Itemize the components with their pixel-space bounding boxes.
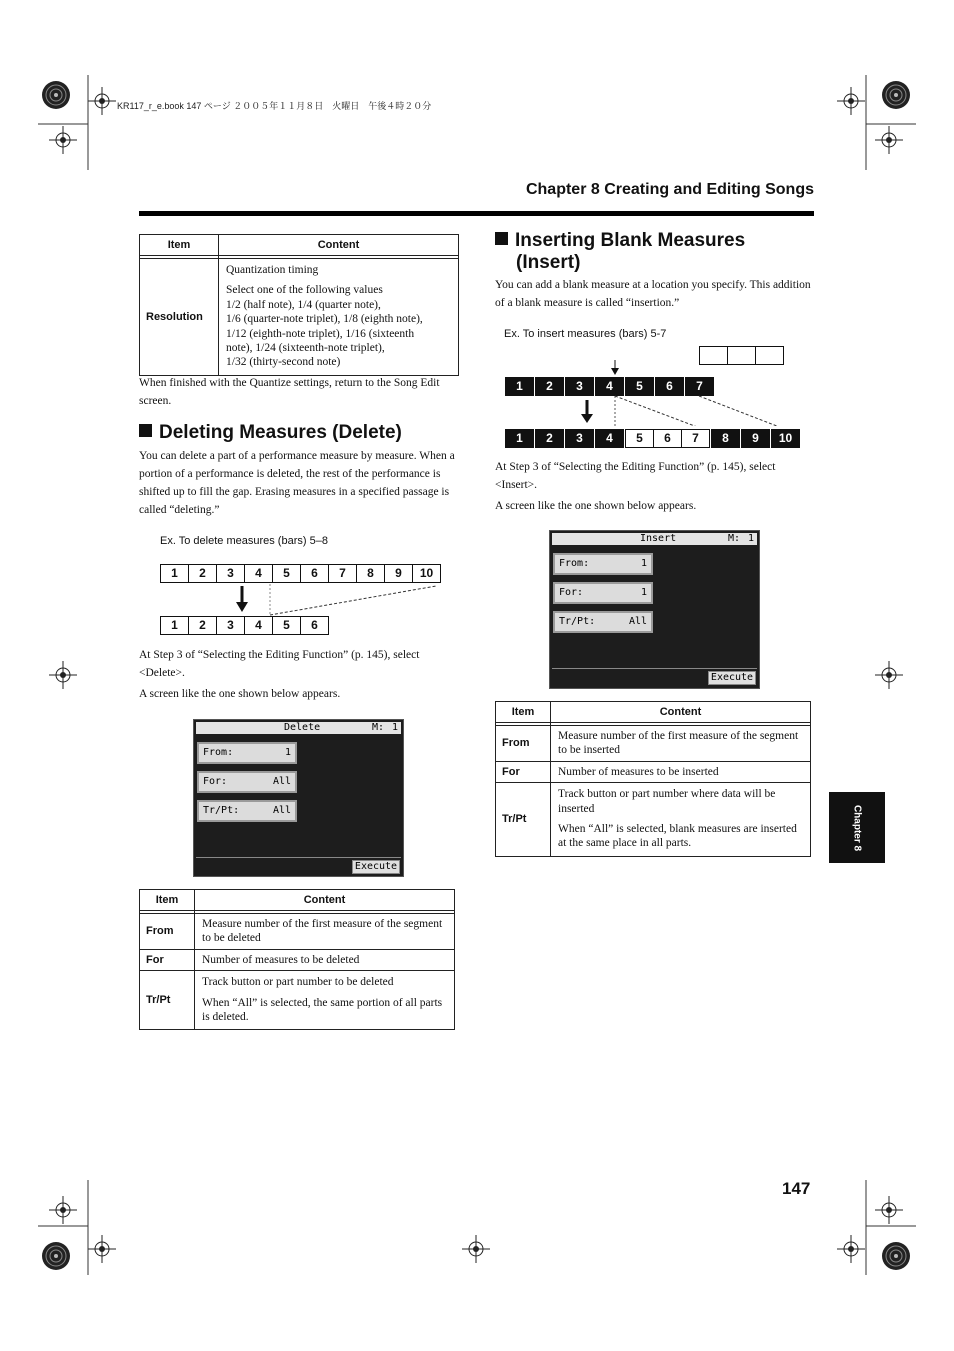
table-header-content: Content <box>195 890 455 911</box>
bar-cell: 10 <box>412 564 441 583</box>
table-header-item: Item <box>496 702 551 723</box>
screen-measure-value: 1 <box>748 533 755 544</box>
bar-cell: 7 <box>685 377 714 396</box>
table-header-item: Item <box>140 890 195 911</box>
delete-bars-bottom <box>160 616 329 635</box>
bar-cell: 5 <box>625 377 654 396</box>
screen-measure-label: M: <box>728 533 741 544</box>
insert-table <box>495 701 811 857</box>
table-row <box>140 949 455 970</box>
content-line: 1/32 (thirty-second note) <box>226 356 341 369</box>
bar-cell: 6 <box>300 564 329 583</box>
page-number: 147 <box>782 1179 811 1198</box>
item-cell: For <box>140 949 195 970</box>
content-cell: Measure number of the first measure of the segment to be inserted <box>551 726 811 762</box>
insert-example-caption: Ex. To insert measures (bars) 5-7 <box>504 328 667 340</box>
bar-cell: 6 <box>300 616 329 635</box>
bar-cell: 6 <box>655 377 684 396</box>
delete-table <box>139 889 455 1030</box>
from-field[interactable] <box>197 742 297 764</box>
table-row <box>496 726 811 762</box>
delete-screen <box>193 719 404 877</box>
content-line: 1/2 (half note), 1/4 (quarter note), <box>226 298 381 311</box>
item-cell: Resolution <box>140 259 219 376</box>
bar-cell: 1 <box>505 429 534 448</box>
bar-cell: 4 <box>595 377 624 396</box>
item-cell: Tr/Pt <box>140 971 195 1030</box>
resolution-table <box>139 234 459 376</box>
bar-cell: 7 <box>328 564 357 583</box>
bar-cell: 2 <box>188 564 217 583</box>
delete-example-caption: Ex. To delete measures (bars) 5–8 <box>160 535 328 547</box>
field-label: For: <box>559 587 584 598</box>
table-row <box>140 971 455 1030</box>
screen-divider <box>196 857 401 858</box>
bar-cell: 6 <box>653 429 682 448</box>
chapter-side-tab <box>829 792 885 863</box>
field-value: All <box>272 805 291 816</box>
bar-cell: 8 <box>711 429 740 448</box>
content-cell: Measure number of the first measure of the segment to be deleted <box>195 914 455 950</box>
content-line: When “All” is selected, the same portion of all parts is deleted. <box>202 996 443 1023</box>
insert-screen <box>549 530 760 689</box>
bar-cell: 5 <box>272 616 301 635</box>
execute-button[interactable]: Execute <box>708 671 756 685</box>
file-info: KR117_r_e.book 147 ページ ２００５年１１月８日 火曜日 午後４時２０分 <box>117 101 432 111</box>
content-cell <box>219 259 459 376</box>
table-header-item: Item <box>140 235 219 256</box>
execute-button[interactable]: Execute <box>352 860 400 874</box>
insert-section-title <box>495 230 815 274</box>
content-line: Quantization timing <box>226 264 319 276</box>
content-cell <box>195 971 455 1030</box>
bar-cell: 3 <box>216 564 245 583</box>
insert-diagram-arrows <box>505 360 805 426</box>
trpt-field[interactable] <box>553 611 653 633</box>
insert-intro: You can add a blank measure at a location you specify. This addition of a blank measure is called “insertion.” <box>495 279 811 309</box>
delete-screen-text: A screen like the one shown below appears. <box>139 688 341 700</box>
bar-cell: 7 <box>681 429 710 448</box>
screen-title: Delete <box>284 722 321 733</box>
item-cell: From <box>140 914 195 950</box>
content-cell: Number of measures to be inserted <box>551 761 811 782</box>
bar-cell: 5 <box>625 429 654 448</box>
field-value: All <box>628 616 647 627</box>
delete-section-title <box>139 422 469 444</box>
table-row <box>496 761 811 782</box>
delete-intro: You can delete a part of a performance measure by measure. When a portion of a performance is deleted, the rest of the performance is shifted up to fill the gap. Erasing measures in a specified passage is called “deleting.” <box>139 450 455 516</box>
bar-cell: 2 <box>535 377 564 396</box>
square-bullet-icon <box>495 232 508 245</box>
header-rule <box>139 211 814 216</box>
field-label: Tr/Pt: <box>559 616 596 627</box>
bar-cell: 3 <box>565 429 594 448</box>
field-label: Tr/Pt: <box>203 805 240 816</box>
screen-divider <box>552 668 757 669</box>
insert-title-line2: (Insert) <box>516 252 581 273</box>
bar-cell: 1 <box>160 616 189 635</box>
bar-cell: 3 <box>216 616 245 635</box>
table-row <box>140 259 459 376</box>
content-cell: Number of measures to be deleted <box>195 949 455 970</box>
insert-bars-bottom <box>505 429 800 448</box>
delete-step-text: At Step 3 of “Selecting the Editing Function” (p. 145), select <Delete>. <box>139 649 420 679</box>
bar-cell: 1 <box>505 377 534 396</box>
after-quantize-text: When finished with the Quantize settings, return to the Song Edit screen. <box>139 377 440 407</box>
item-cell: For <box>496 761 551 782</box>
insert-step-text: At Step 3 of “Selecting the Editing Function” (p. 145), select <Insert>. <box>495 461 776 491</box>
screen-title: Insert <box>640 533 677 544</box>
square-bullet-icon <box>139 424 152 437</box>
bar-cell: 5 <box>272 564 301 583</box>
delete-bars-top <box>160 564 441 583</box>
item-cell: From <box>496 726 551 762</box>
insert-screen-text: A screen like the one shown below appears. <box>495 500 697 512</box>
from-field[interactable] <box>553 553 653 575</box>
content-line: 1/12 (eighth-note triplet), 1/16 (sixteenth <box>226 327 415 340</box>
bar-cell: 2 <box>188 616 217 635</box>
bar-cell: 8 <box>356 564 385 583</box>
content-line: Track button or part number where data will be inserted <box>558 788 776 815</box>
bar-cell: 1 <box>160 564 189 583</box>
bar-cell: 3 <box>565 377 594 396</box>
side-tab-label: Chapter 8 <box>851 804 863 851</box>
content-line: Select one of the following values <box>226 284 383 297</box>
chapter-header: Chapter 8 Creating and Editing Songs <box>525 181 814 198</box>
content-line: When “All” is selected, blank measures are inserted at the same place in all parts. <box>558 822 797 850</box>
bar-cell: 9 <box>741 429 770 448</box>
for-field[interactable] <box>553 582 653 604</box>
field-label: From: <box>559 558 590 569</box>
bar-cell: 10 <box>771 429 800 448</box>
trpt-field[interactable] <box>197 800 297 822</box>
screen-title-bar <box>196 722 401 734</box>
table-header-content: Content <box>551 702 811 723</box>
insert-title-line1: Inserting Blank Measures <box>495 230 815 252</box>
bar-cell: 4 <box>244 616 273 635</box>
content-cell <box>551 783 811 857</box>
bar-cell: 4 <box>244 564 273 583</box>
bar-cell: 2 <box>535 429 564 448</box>
table-row <box>140 914 455 950</box>
field-label: From: <box>203 747 234 758</box>
screen-title-bar <box>552 533 757 545</box>
screen-measure-label: M: <box>372 722 385 733</box>
field-label: For: <box>203 776 228 787</box>
field-value: All <box>272 776 291 787</box>
bar-cell: 4 <box>595 429 624 448</box>
item-cell: Tr/Pt <box>496 783 551 857</box>
bar-cell: 9 <box>384 564 413 583</box>
screen-measure-value: 1 <box>392 722 399 733</box>
field-value: 1 <box>284 747 291 758</box>
field-value: 1 <box>640 587 647 598</box>
content-line: Track button or part number to be deleted <box>202 976 394 989</box>
table-row <box>496 783 811 857</box>
table-header-content: Content <box>219 235 459 256</box>
delete-title-text: Deleting Measures (Delete) <box>159 422 402 443</box>
content-line: note), 1/24 (sixteenth-note triplet), <box>226 341 385 354</box>
content-line: 1/6 (quarter-note triplet), 1/8 (eighth note), <box>226 313 423 326</box>
for-field[interactable] <box>197 771 297 793</box>
field-value: 1 <box>640 558 647 569</box>
